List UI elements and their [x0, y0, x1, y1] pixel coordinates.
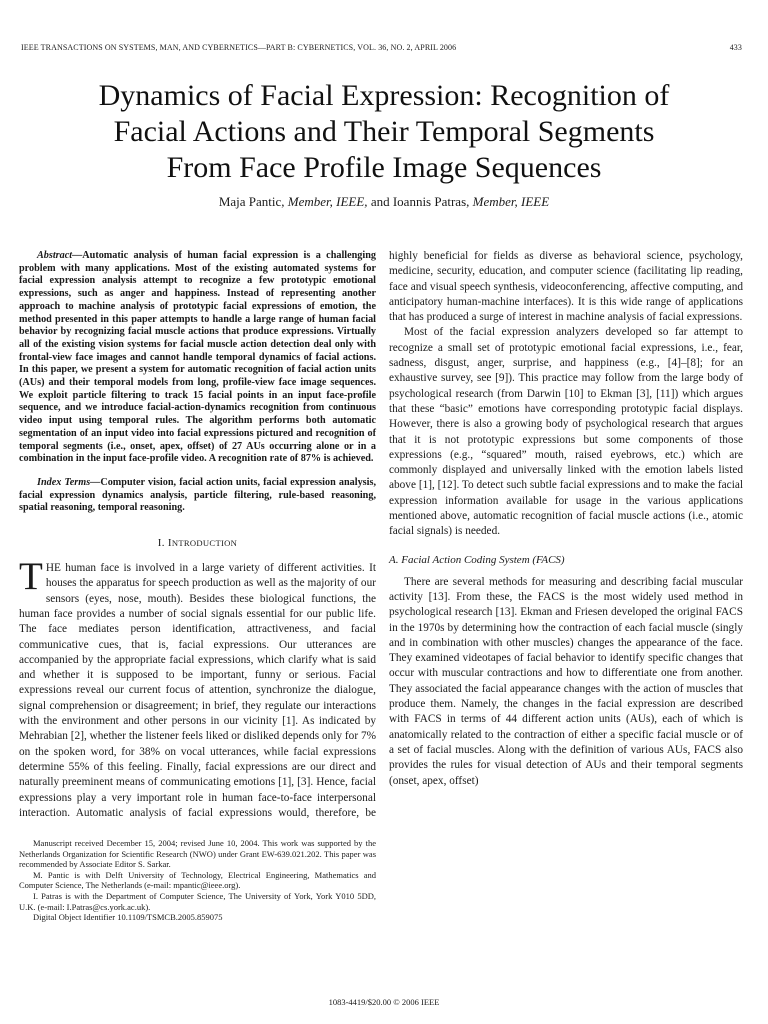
footnote-patras: I. Patras is with the Department of Computer Science, The University of York, York Y010 5DD, U.K. (e-mail: I.Patras@cs.york.ac.uk).	[19, 890, 376, 912]
intro-paragraph-1-continued-text: highly beneficial for fields as diverse as behavioral science, psychology, medicine, security, education, and computer science (facilitating lip reading, face and visual speech synthesis, videoconferencing, affective computing, and anticipatory human-machine interfaces). It is this wide range of applications that has produced a surge of interest in machine analysis of facial expressions.	[389, 250, 743, 324]
section-heading-introduction	[19, 537, 376, 549]
author-2-name: Ioannis Patras,	[392, 194, 470, 209]
abstract-lead: Abstract—	[37, 250, 83, 261]
footnote-pantic: M. Pantic is with Delft University of Technology, Electrical Engineering, Mathematics and Computer Science, The Netherlands (e-mail: mpantic@ieee.org).	[19, 869, 376, 891]
left-column	[19, 250, 376, 821]
author-1-role: Member, IEEE,	[287, 194, 368, 209]
paper-title	[40, 78, 728, 186]
section-title-rest: NTRODUCTION	[171, 538, 238, 549]
intro-paragraph-1	[19, 555, 376, 821]
index-terms-lead: Index Terms—	[37, 476, 101, 488]
journal-name: IEEE TRANSACTIONS ON SYSTEMS, MAN, AND CYBERNETICS—PART B: CYBERNETICS, VOL. 36, NO. 2, APRIL 2006	[21, 43, 457, 52]
intro-paragraph-1-text: HE human face is involved in a large variety of different activities. It houses the apparatus for speech production as well as the majority of our sensors (eyes, nose, mouth). Besides these biological functions, the human face provides a number of social signals essential for our public life. The face mediates person identification, attractiveness, and facial communicative cues, that is, facial expressions. Our utterances are accompanied by the appropriate facial expressions, which clarify what is said and whether it is supposed to be important, funny or serious. Facial expressions reveal our current focus of attention, synchronize the dialogue, signal comprehension or disagreement; in brief, they regulate our interactions with the environment and other persons in our vicinity [1]. As indicated by Mehrabian [2], whether the listener feels liked or disliked depends only for 7% on the spoken word, for 38% on vocal utterances, while facial expressions determine 55% of this feeling. Finally, facial expressions are our direct and naturally preeminent means of communicating emotions [1], [3]. Hence, facial expressions play a very important role in human face-to-face interpersonal interaction. Automatic analysis of facial expressions would, therefore, be	[19, 562, 376, 819]
author-connector: and	[370, 194, 390, 209]
title-line-1: Dynamics of Facial Expression: Recognition of	[98, 79, 670, 112]
page-number: 433	[729, 43, 742, 52]
abstract-text: Automatic analysis of human facial expression is a challenging problem with many applications. Most of the existing automated systems for facial expression analysis attempt to recognize a few prototypic emotional expressions, such as anger and happiness. Instead of representing another approach to machine analysis of prototypic facial expressions of emotion, the method presented in this paper attempts to handle a large range of human facial behavior by recognizing facial muscle actions that produce expressions. Virtually all of the existing vision systems for facial muscle action detection deal only with frontal-view face images and cannot handle temporal dynamics of facial actions. In this paper, we present a system for automatic recognition of facial action units (AUs) and their temporal models from long, profile-view face image sequences. We exploit particle filtering to track 15 facial points in an input face-profile sequence, and we introduce facial-action-dynamics recognition from continuous video input using temporal rules. The algorithm performs both automatic segmentation of an input video into facial expressions pictured and recognition of temporal segments (i.e., onset, apex, offset) of 27 AUs occurring alone or in a combination in the input face-profile video. A recognition rate of 87% is achieved.	[19, 250, 376, 465]
copyright-footer: 1083-4419/$20.00 © 2006 IEEE	[328, 997, 440, 1007]
drop-cap: T	[19, 555, 43, 599]
index-terms-text: Computer vision, facial action units, facial expression analysis, facial expression dynamics analysis, particle filtering, rule-based reasoning, spatial reasoning, temporal reasoning.	[19, 476, 376, 514]
section-title-first: I	[167, 537, 172, 550]
author-1-name: Maja Pantic,	[218, 194, 285, 209]
abstract	[19, 250, 376, 466]
intro-paragraph-2: Most of the facial expression analyzers developed so far attempt to recognize a small set of prototypic emotional facial expressions, i.e., fear, sadness, disgust, anger, surprise, and happiness (e.g., [4]–[8]; for an exhaustive survey, see [9]). This practice may follow from the large body of psychological research (from Darwin [10] to Ekman [3], [11]) which argues that these “basic” emotions have corresponding prototypic facial displays. However, there is also a growing body of psychological research that argues that it is not prototypic expressions but some components of those expressions (e.g., “squared” mouth, raised eyebrows, etc.) which are commonly displayed and universally linked with the emotion labels listed above [1], [12]. To detect such subtle facial expressions and to make the facial expression information available for usage in the various applications mentioned above, automatic recognition of facial muscle actions (i.e., atomic facial signals) is needed.	[389, 326, 743, 538]
right-column	[389, 249, 743, 789]
author-2-role: Member, IEEE	[472, 194, 550, 209]
footnote-manuscript: Manuscript received December 15, 2004; revised June 10, 2004. This work was supported by the Netherlands Organization for Scientific Research (NWO) under Grant EW-639.021.202. This paper was recommended by Associate Editor S. Sarkar.	[19, 838, 376, 870]
title-line-2: Facial Actions and Their Temporal Segments	[113, 115, 655, 148]
section-number: I.	[157, 537, 168, 550]
footnotes	[19, 838, 376, 923]
footnote-doi: Digital Object Identifier 10.1109/TSMCB.2005.859075	[33, 912, 223, 923]
facs-paragraph-1: There are several methods for measuring and describing facial muscular activity [13]. From these, the FACS is the most widely used method in psychological research [13]. Ekman and Friesen developed the original FACS in the 1970s by determining how the contraction of each facial muscle (singly and in combination with other muscles) changes the appearance of the face. They examined videotapes of facial behavior to identify specific changes that occur with muscular contractions and how to differentiate one from another. They associated the facial appearance changes with the action of muscles that produce them. Namely, the changes in the facial expression are described with FACS in terms of 44 different action units (AUs), each of which is anatomically related to the contraction of either a specific facial muscle or of a set of facial muscles. Along with the definition of various AUs, FACS also provides the rules for visual detection of AUs and their temporal segments (onset, apex, offset)	[389, 575, 743, 787]
intro-paragraph-1-continued	[389, 249, 743, 325]
author-line	[40, 194, 728, 210]
title-line-3: From Face Profile Image Sequences	[166, 151, 602, 184]
index-terms	[19, 477, 376, 515]
subsection-heading-facs: A. Facial Action Coding System (FACS)	[389, 553, 565, 566]
running-head	[21, 43, 742, 57]
